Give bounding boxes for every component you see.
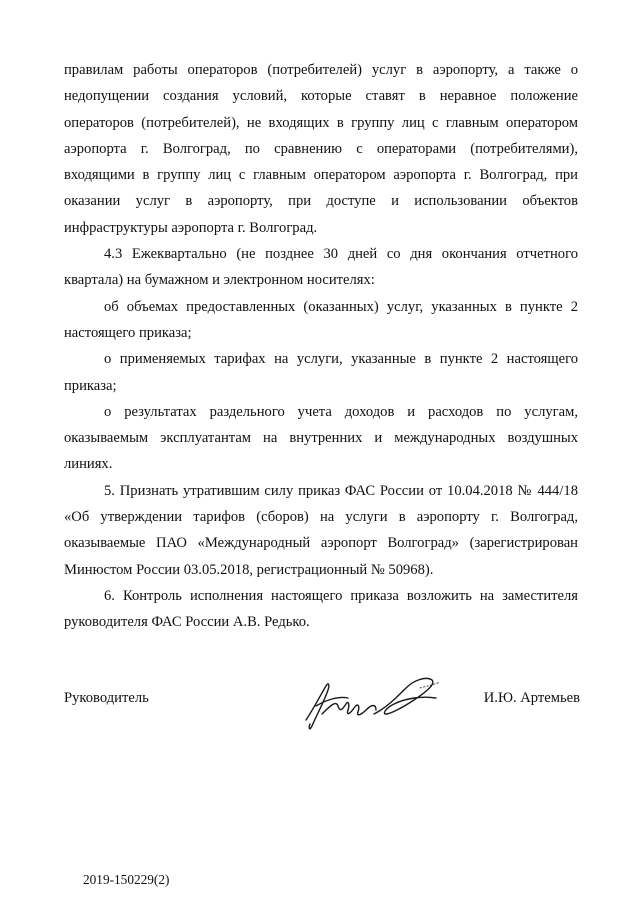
paragraph-tariffs: о применяемых тарифах на услуги, указанные в пункте 2 настоящего приказа; [64, 351, 578, 394]
signer-name: И.Ю. Артемьев [483, 690, 580, 706]
document-registration-number: 2019-150229(2) [83, 872, 170, 887]
signature-block [64, 670, 580, 740]
document-body [64, 57, 578, 636]
paragraph-6: 6. Контроль исполнения настоящего приказа возложить на заместителя руководителя ФАС России А.В. Редько. [64, 587, 578, 631]
paragraph-4-3: 4.3 Ежеквартально (не позднее 30 дней со дня окончания отчетного квартала) на бумажном и электронном носителях: [64, 246, 578, 289]
paragraph-5: 5. Признать утратившим силу приказ ФАС России от 10.04.2018 № 444/18 «Об утверждении тарифов (сборов) на услуги в аэропорту г. Волгоград, оказываемые ПАО «Международный аэропорт Волгоград» (зарегистрирован Минюстом России 03.05.2018, регистрационный № 50968). [64, 482, 578, 578]
signer-title: Руководитель [64, 690, 149, 706]
paragraph-volumes: об объемах предоставленных (оказанных) услуг, указанных в пункте 2 настоящего приказа; [64, 298, 578, 341]
paragraph-accounting: о результатах раздельного учета доходов и расходов по услугам, оказываемым эксплуатантам на внутренних и международных воздушных линиях. [64, 403, 578, 473]
paragraph-continuation: правилам работы операторов (потребителей) услуг в аэропорту, а также о недопущении создания условий, которые ставят в неравное положение операторов (потребителей), не входящих в группу лиц с главным оператором аэропорта г. Волгоград, по сравнению с операторами (потребителями), входящими в группу лиц с главным оператором аэропорта г. Волгоград, при оказании услуг в аэропорту, при доступе и использовании объектов инфраструктуры аэропорта г. Волгоград. [64, 62, 578, 236]
handwritten-signature-icon [286, 670, 446, 734]
